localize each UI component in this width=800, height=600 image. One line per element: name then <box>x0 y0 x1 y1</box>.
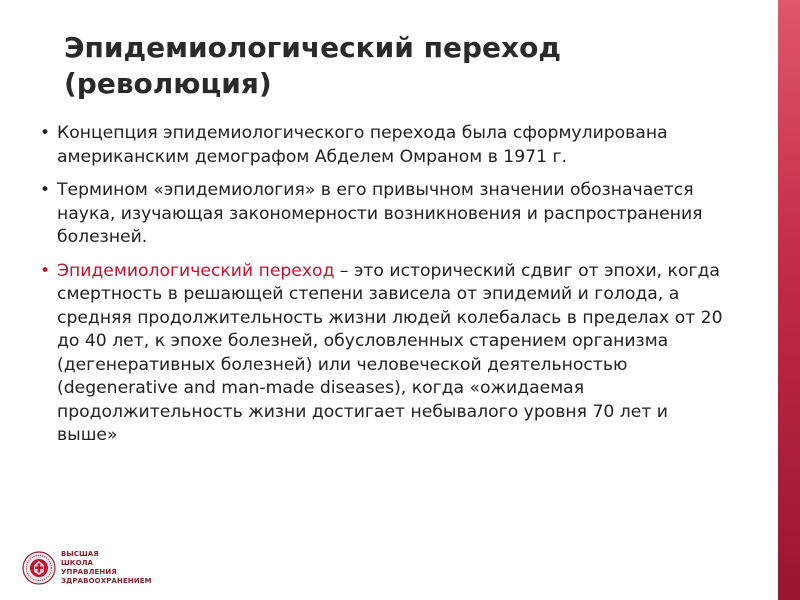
bullet-3-line-4: до 40 лет, к эпохе болезней, обусловленных старением организма <box>57 331 669 351</box>
bullet-list <box>40 122 752 458</box>
bullet-3-line-5: (дегенеративных болезней) или человеческой деятельностью <box>57 354 628 375</box>
bullet-3-line-2: смертность в решающей степени зависела от эпидемий и голода, а <box>57 284 680 304</box>
bullet-3-line-3: средняя продолжительность жизни людей колебалась в пределах от 20 <box>57 307 723 328</box>
accent-bar <box>778 0 800 600</box>
title-line-2: (революция) <box>64 67 272 100</box>
bullet-1-line-1: Концепция эпидемиологического перехода была сформулирована <box>57 123 668 143</box>
bullet-1-line-2: американским демографом Абделем Омраном в 1971 г. <box>57 146 568 167</box>
highlight-term: Эпидемиологический переход <box>57 260 335 281</box>
bullet-icon: • <box>40 260 51 281</box>
logo-text <box>61 550 152 586</box>
bullet-2-line-1: Термином «эпидемиология» в его привычном значении обозначается <box>57 180 694 200</box>
bullet-3-line-1 <box>57 260 752 284</box>
bullet-item-1 <box>40 122 752 169</box>
title-line-1: Эпидемиологический переход <box>64 31 561 64</box>
logo-line-4: ЗДРАВООХРАНЕНИЕМ <box>61 577 152 585</box>
logo-line-3: УПРАВЛЕНИЯ <box>61 568 117 576</box>
bullet-item-2 <box>40 179 752 250</box>
bullet-3-line-6: (degenerative and man-made diseases), когда «ожидаемая <box>57 378 585 398</box>
school-logo <box>22 548 152 588</box>
bullet-3-first-line-rest: – это исторический сдвиг от эпохи, когда <box>334 260 720 281</box>
bullet-3-line-7: продолжительность жизни достигает небывалого уровня 70 лет и <box>57 401 668 422</box>
bullet-2-line-3: болезней. <box>57 227 148 247</box>
logo-line-2: ШКОЛА <box>61 559 94 567</box>
school-emblem-icon <box>22 551 56 585</box>
bullet-3-line-8: выше» <box>57 425 118 445</box>
bullet-icon: • <box>40 123 51 143</box>
logo-line-1: ВЫСШАЯ <box>61 550 99 558</box>
bullet-icon: • <box>40 180 51 200</box>
bullet-2-line-2: наука, изучающая закономерности возникновения и распространения <box>57 203 703 224</box>
slide-title <box>64 30 704 102</box>
bullet-item-3 <box>40 260 752 448</box>
